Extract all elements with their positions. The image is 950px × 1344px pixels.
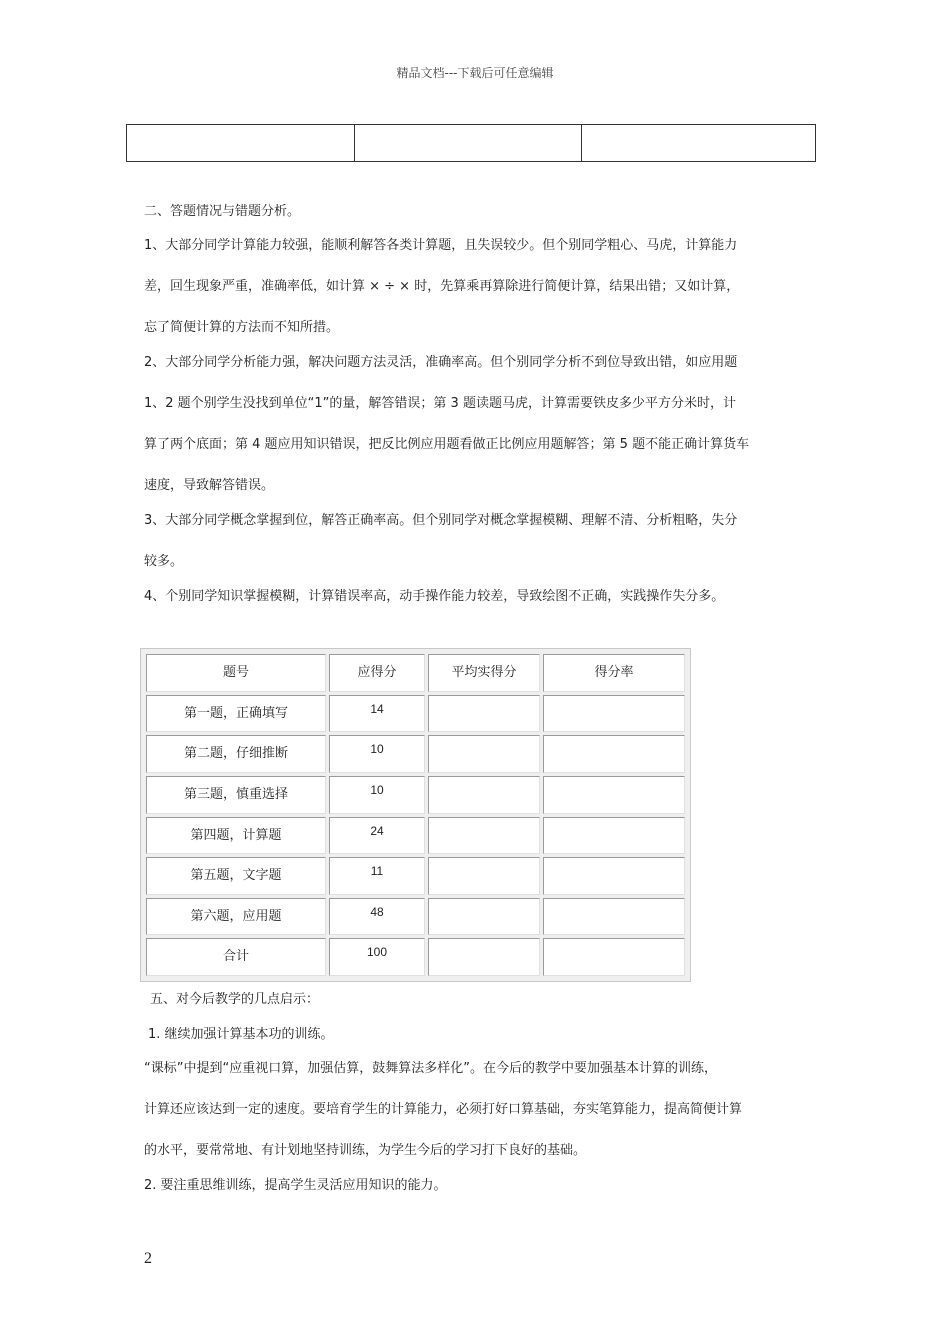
- table-row: [146, 695, 685, 733]
- score-rate-cell: [543, 817, 685, 855]
- score-table-container: [140, 648, 691, 982]
- question-cell: 第三题，慎重选择: [146, 776, 326, 814]
- score-table: [143, 651, 688, 979]
- point-2-title: 2. 要注重思维训练，提高学生灵活应用知识的能力。: [144, 1178, 447, 1193]
- header-cell: 得分率: [543, 654, 685, 692]
- question-cell: 第四题，计算题: [146, 817, 326, 855]
- average-score-cell: [428, 776, 540, 814]
- full-score-cell: 11: [329, 857, 425, 895]
- header-cell: 平均实得分: [428, 654, 540, 692]
- page-number: 2: [144, 1250, 152, 1267]
- paragraph-line: 较多。: [144, 554, 184, 569]
- paragraph-line: 忘了简便计算的方法而不知所措。: [144, 320, 340, 335]
- paragraph-line: 1、2 题个别学生没找到单位“1”的量，解答错误；第 3 题读题马虎，计算需要铁皮多少平方分米时，计: [144, 396, 736, 411]
- average-score-cell: [428, 857, 540, 895]
- paragraph-line: 2、大部分同学分析能力强，解决问题方法灵活，准确率高。但个别同学分析不到位导致出错，如应用题: [144, 355, 738, 370]
- table-row: [146, 735, 685, 773]
- question-cell: 第二题，仔细推断: [146, 735, 326, 773]
- average-score-cell: [428, 938, 540, 976]
- section-title-2: 二、答题情况与错题分析。: [144, 204, 301, 219]
- table-row: [146, 898, 685, 936]
- full-score-cell: 10: [329, 776, 425, 814]
- point-1-line: 的水平，要常常地、有计划地坚持训练，为学生今后的学习打下良好的基础。: [144, 1143, 587, 1158]
- full-score-cell: 24: [329, 817, 425, 855]
- question-cell: 第一题，正确填写: [146, 695, 326, 733]
- score-rate-cell: [543, 938, 685, 976]
- full-score-cell: 100: [329, 938, 425, 976]
- question-cell: 第六题，应用题: [146, 898, 326, 936]
- average-score-cell: [428, 735, 540, 773]
- full-score-cell: 10: [329, 735, 425, 773]
- score-rate-cell: [543, 776, 685, 814]
- paragraph-line: 3、大部分同学概念掌握到位，解答正确率高。但个别同学对概念掌握模糊、理解不清、分析粗略，失分: [144, 513, 738, 528]
- score-rate-cell: [543, 695, 685, 733]
- table-row: [146, 857, 685, 895]
- section-title-5: 五、对今后教学的几点启示：: [150, 992, 320, 1007]
- point-1-title: 1. 继续加强计算基本功的训练。: [148, 1027, 334, 1042]
- question-cell: 合计: [146, 938, 326, 976]
- paragraph-line: 算了两个底面；第 4 题应用知识错误，把反比例应用题看做正比例应用题解答；第 5 题不能正确计算货车: [144, 437, 750, 452]
- table-header-row: [146, 654, 685, 692]
- paragraph-line: 1、大部分同学计算能力较强，能顺利解答各类计算题，且失误较少。但个别同学粗心、马虎，计算能力: [144, 238, 738, 253]
- top-empty-table: [126, 124, 816, 162]
- paragraph-line: 速度，导致解答错误。: [144, 478, 275, 493]
- table-row: [146, 817, 685, 855]
- average-score-cell: [428, 695, 540, 733]
- score-rate-cell: [543, 735, 685, 773]
- table-total-row: [146, 938, 685, 976]
- score-rate-cell: [543, 857, 685, 895]
- empty-cell: [127, 125, 355, 162]
- question-cell: 第五题，文字题: [146, 857, 326, 895]
- average-score-cell: [428, 898, 540, 936]
- header-cell: 题号: [146, 654, 326, 692]
- header-cell: 应得分: [329, 654, 425, 692]
- paragraph-line: 差，回生现象严重，准确率低，如计算 × ÷ × 时，先算乘再算除进行简便计算，结果出错；又如计算，: [144, 279, 740, 294]
- score-rate-cell: [543, 898, 685, 936]
- empty-cell: [582, 125, 816, 162]
- table-row: [146, 776, 685, 814]
- full-score-cell: 14: [329, 695, 425, 733]
- empty-cell: [355, 125, 582, 162]
- average-score-cell: [428, 817, 540, 855]
- point-1-line: 计算还应该达到一定的速度。要培育学生的计算能力，必须打好口算基础，夯实笔算能力，提高简便计算: [144, 1102, 743, 1117]
- point-1-line: “课标”中提到“应重视口算，加强估算，鼓舞算法多样化”。在今后的教学中要加强基本计算的训练，: [144, 1061, 717, 1076]
- paragraph-line: 4、个别同学知识掌握模糊，计算错误率高，动手操作能力较差，导致绘图不正确，实践操作失分多。: [144, 589, 725, 604]
- full-score-cell: 48: [329, 898, 425, 936]
- page-header: 精品文档---下载后可任意编辑: [396, 66, 554, 80]
